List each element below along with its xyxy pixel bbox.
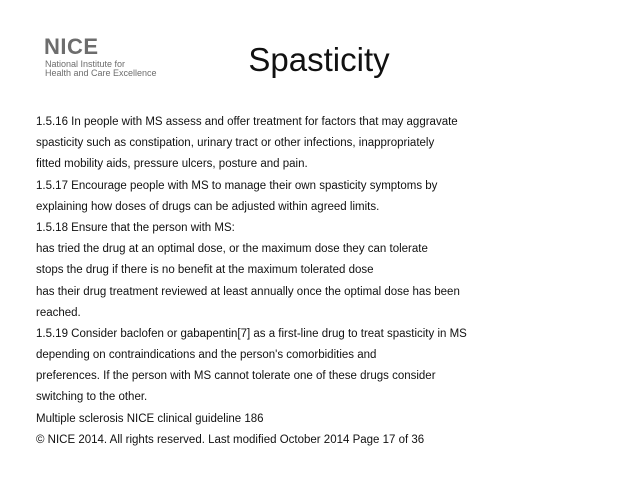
body-line: fitted mobility aids, pressure ulcers, posture and pain.	[36, 158, 308, 171]
logo-subtitle-line: Health and Care Excellence	[45, 68, 157, 78]
nice-logo	[44, 36, 194, 86]
body-line: switching to the other.	[36, 391, 148, 404]
body-line: reached.	[36, 306, 81, 319]
body-line: preferences. If the person with MS cannot tolerate one of these drugs consider	[36, 370, 436, 383]
guideline-reference: Multiple sclerosis NICE clinical guideline 186	[36, 412, 264, 425]
logo-subtitle	[45, 60, 157, 78]
logo-subtitle-line: National Institute for	[45, 59, 126, 69]
body-line: has tried the drug at an optimal dose, or the maximum dose they can tolerate	[36, 243, 428, 256]
body-line: explaining how doses of drugs can be adjusted within agreed limits.	[36, 200, 380, 213]
body-line: has their drug treatment reviewed at least annually once the optimal dose has been	[36, 285, 460, 298]
body-line: stops the drug if there is no benefit at the maximum tolerated dose	[36, 264, 374, 277]
logo-wordmark: NICE	[44, 34, 99, 59]
slide-title: Spasticity	[248, 41, 390, 78]
body-line: 1.5.19 Consider baclofen or gabapentin[7] as a first-line drug to treat spasticity in MS	[36, 327, 467, 340]
body-line: 1.5.18 Ensure that the person with MS:	[36, 221, 235, 234]
body-line: 1.5.17 Encourage people with MS to manage their own spasticity symptoms by	[36, 179, 438, 192]
body-line: spasticity such as constipation, urinary tract or other infections, inappropriately	[36, 137, 435, 150]
body-line: depending on contraindications and the person's comorbidities and	[36, 349, 377, 362]
slide-body	[36, 112, 626, 451]
body-line: 1.5.16 In people with MS assess and offer treatment for factors that may aggravate	[36, 116, 458, 128]
copyright-notice: © NICE 2014. All rights reserved. Last modified October 2014 Page 17 of 36	[36, 433, 425, 446]
